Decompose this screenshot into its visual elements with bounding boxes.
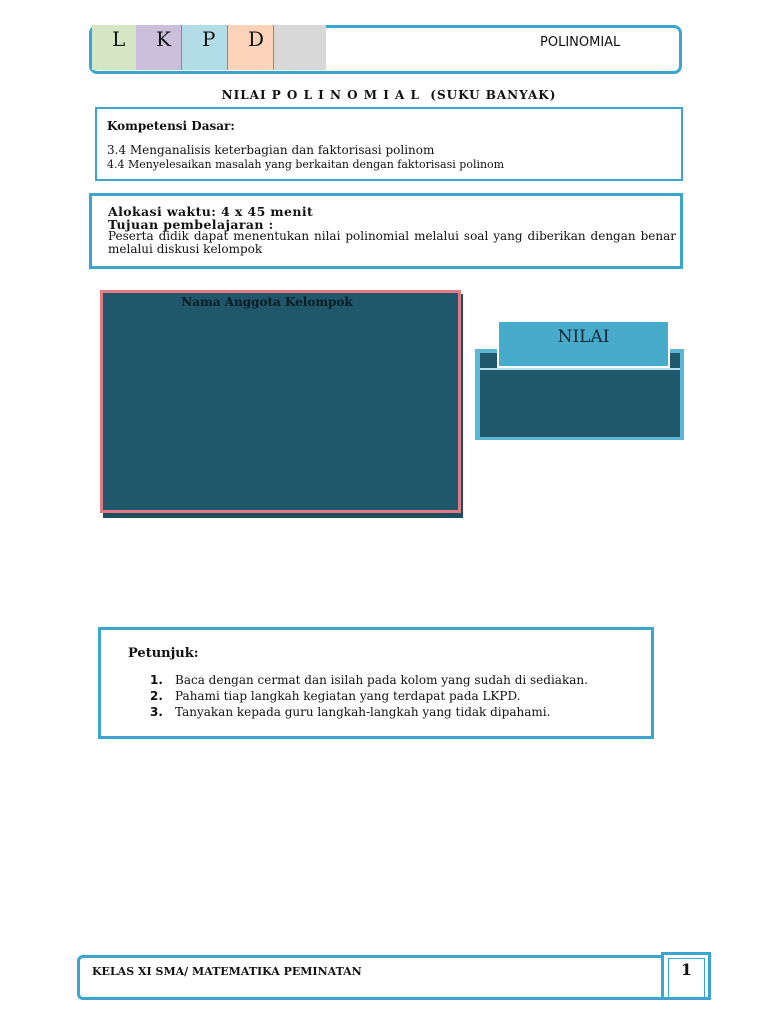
nilai-divider	[480, 368, 680, 370]
header-letter-l: L	[92, 25, 138, 70]
kompetensi-item: 4.4 Menyelesaikan masalah yang berkaitan dengan faktorisasi polinom	[107, 158, 505, 171]
list-item-number: 2.	[150, 689, 163, 703]
tujuan-heading: Tujuan pembelajaran :	[108, 217, 274, 232]
header-letter-k: K	[136, 25, 182, 70]
kelompok-box[interactable]	[100, 290, 461, 513]
header-letter-p: P	[182, 25, 228, 70]
list-item	[150, 704, 588, 720]
kompetensi-heading: Kompetensi Dasar:	[107, 119, 235, 133]
document-title: NILAI P O L I N O M I A L (SUKU BANYAK)	[221, 88, 557, 102]
alokasi-waktu: Alokasi waktu: 4 x 45 menit	[108, 204, 314, 219]
petunjuk-list	[150, 672, 588, 720]
list-item-number: 3.	[150, 705, 163, 719]
list-item	[150, 672, 588, 688]
list-item-number: 1.	[150, 673, 163, 687]
kelompok-label: Nama Anggota Kelompok	[181, 295, 353, 309]
list-item-text: Pahami tiap langkah kegiatan yang terdapat pada LKPD.	[175, 689, 521, 703]
tujuan-text: Peserta didik dapat menentukan nilai polinomial melalui soal yang diberikan dengan benar melalui diskusi kelompok	[108, 229, 676, 256]
petunjuk-heading: Petunjuk:	[128, 646, 199, 661]
footer-text: KELAS XI SMA/ MATEMATIKA PEMINATAN	[92, 965, 362, 978]
list-item-text: Tanyakan kepada guru langkah-langkah yang tidak dipahami.	[175, 705, 551, 719]
list-item-text: Baca dengan cermat dan isilah pada kolom yang sudah di sediakan.	[175, 673, 588, 687]
kompetensi-item: 3.4 Menganalisis keterbagian dan faktorisasi polinom	[107, 143, 435, 157]
header-letter-d: D	[228, 25, 274, 70]
header-blank-cell	[274, 25, 326, 70]
header-topic: POLINOMIAL	[540, 35, 621, 50]
nilai-label: NILAI	[497, 320, 670, 368]
page-number: 1	[680, 960, 693, 979]
list-item	[150, 688, 588, 704]
